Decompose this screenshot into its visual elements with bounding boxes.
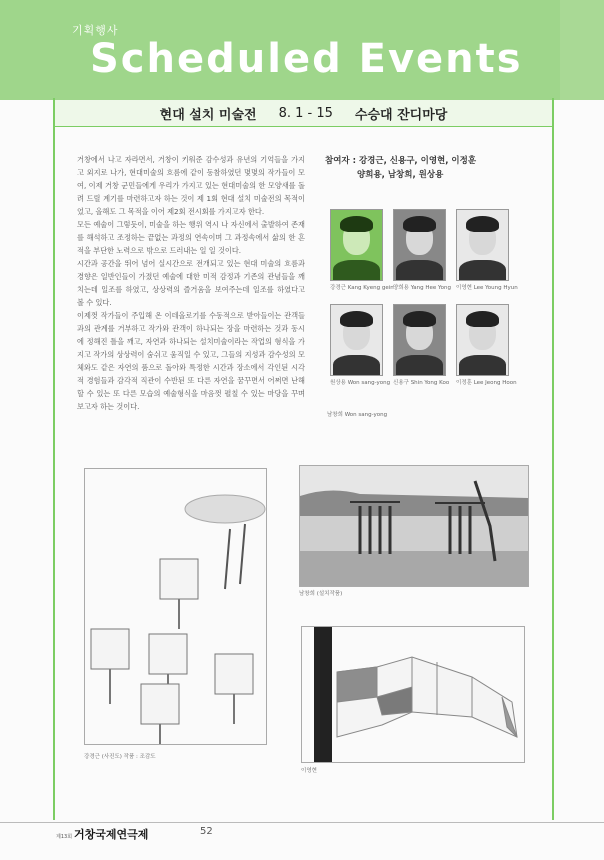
extra-caption: 남창희 Won sang-yong [327, 412, 388, 418]
portrait-caption: 이정훈 Lee Jeong Hoon [456, 380, 517, 386]
page-title: Scheduled Events [90, 36, 523, 82]
festival-logo [56, 826, 148, 842]
artwork-sketch-panels [301, 626, 525, 763]
river-installation-photo [300, 466, 528, 586]
artwork-photo-river [299, 465, 529, 587]
portrait-caption: 강경근 Kang Kyeng gein [330, 285, 394, 291]
frame-rule-left [53, 98, 55, 820]
paragraph: 거창에서 나고 자라면서, 거창이 키워준 감수성과 유년의 기억들을 가지고 외지로 나가, 현대미술의 흐름에 같이 동참하였던 몇몇의 작가들이 모여, 이제 거창 군민들에게 우리가 가지고 있는 현대미술의 한 모양새를 돌려 드릴 계기를 마련하고자 하는 것이 제 1회 현대 설치 미술전의 목적이었고, 올해도 그 목적을 이어 제2회 전시회를 가지고자 한다. [77, 155, 305, 216]
footer-rule [0, 822, 604, 823]
event-venue: 수승대 잔디마당 [354, 107, 448, 123]
section-kicker: 기획행사 [72, 24, 119, 37]
paragraph: 시간과 공간을 뛰어 넘어 실시간으로 전개되고 있는 현대 미술의 흐름과 경향은 일반인들이 가졌던 예술에 대한 미적 감정과 기존의 관념들을 깨치는데 일조를 하였고, 상상력의 즐거움을 보여주는데 일조를 하였다고 볼 수 있다. [77, 259, 305, 307]
participants-line-2: 양희용, 남창희, 원상용 [357, 170, 444, 180]
event-name: 현대 설치 미술전 [159, 107, 257, 123]
participants [325, 154, 476, 182]
portrait-caption: 원상용 Won sang-yong [330, 380, 391, 386]
portrait-caption: 신용구 Shin Yong Koo [393, 380, 450, 386]
paragraph: 이제껏 작가들이 주입해 온 이데올로기를 수동적으로 받아들이는 관객들과의 관계를 거부하고 작가와 관객이 하나되는 장을 마련하는 것과 동시에 정해진 틀을 깨고, 자연과 하나되는 설치미술이라는 작업의 형식을 가지고 작가의 상상력이 숨쉬고 움직일 수 있고, 그들의 지성과 감수성의 모체와도 같은 자연의 품으로 돌아와 특정한 시간과 장소에서 각인된 시각적 경험들과 감각적 직관이 수반된 또 다른 자연을 꿈꾸면서 어쩌면 난해 할 수 있는 또 다른 모습의 예술형식을 마음껏 펼칠 수 있는 마당을 꾸며 보고자 하는 것이다. [77, 311, 305, 411]
portrait-photo [456, 209, 509, 281]
portrait-caption: 양희용 Yang Hee Yong [393, 285, 452, 291]
portrait-caption: 이영현 Lee Young Hyun [456, 285, 518, 291]
page-number: 52 [200, 826, 213, 837]
paragraph: 모든 예술이 그렇듯이, 미술을 하는 행위 역시 나 자신에서 출발하여 존재를 해석하고 조정하는 끝없는 과정의 연속이며 그 과정속에서 삶의 한 흔적을 부단한 노력으로 밖으로 드러내는 일 일 것이다. [77, 220, 305, 255]
portrait-photo [456, 304, 509, 376]
sketch-illustration [85, 469, 266, 744]
participants-line-1: 강경근, 신용구, 이영현, 이정훈 [358, 156, 477, 166]
body-text [77, 153, 305, 413]
portrait-photo [330, 209, 383, 281]
participants-label: 참여자 : [325, 156, 356, 166]
header-band-edge [560, 0, 604, 100]
event-bar [55, 100, 552, 127]
portrait-photo [393, 209, 446, 281]
panels-illustration [302, 627, 524, 762]
frame-rule-right [552, 98, 554, 820]
event-dates: 8. 1 - 15 [278, 105, 333, 121]
logo-text: 거창국제연극제 [74, 828, 149, 841]
artwork-sketch-boxes [84, 468, 267, 745]
artwork-caption: 강경근 (사진도) 작품 : 조감도 [84, 754, 156, 760]
logo-prefix: 제13회 [56, 834, 73, 840]
artwork-caption: 남창희 (설치작품) [299, 591, 343, 597]
artwork-caption: 이영현 [301, 768, 317, 774]
portrait-photo [330, 304, 383, 376]
portrait-photo [393, 304, 446, 376]
